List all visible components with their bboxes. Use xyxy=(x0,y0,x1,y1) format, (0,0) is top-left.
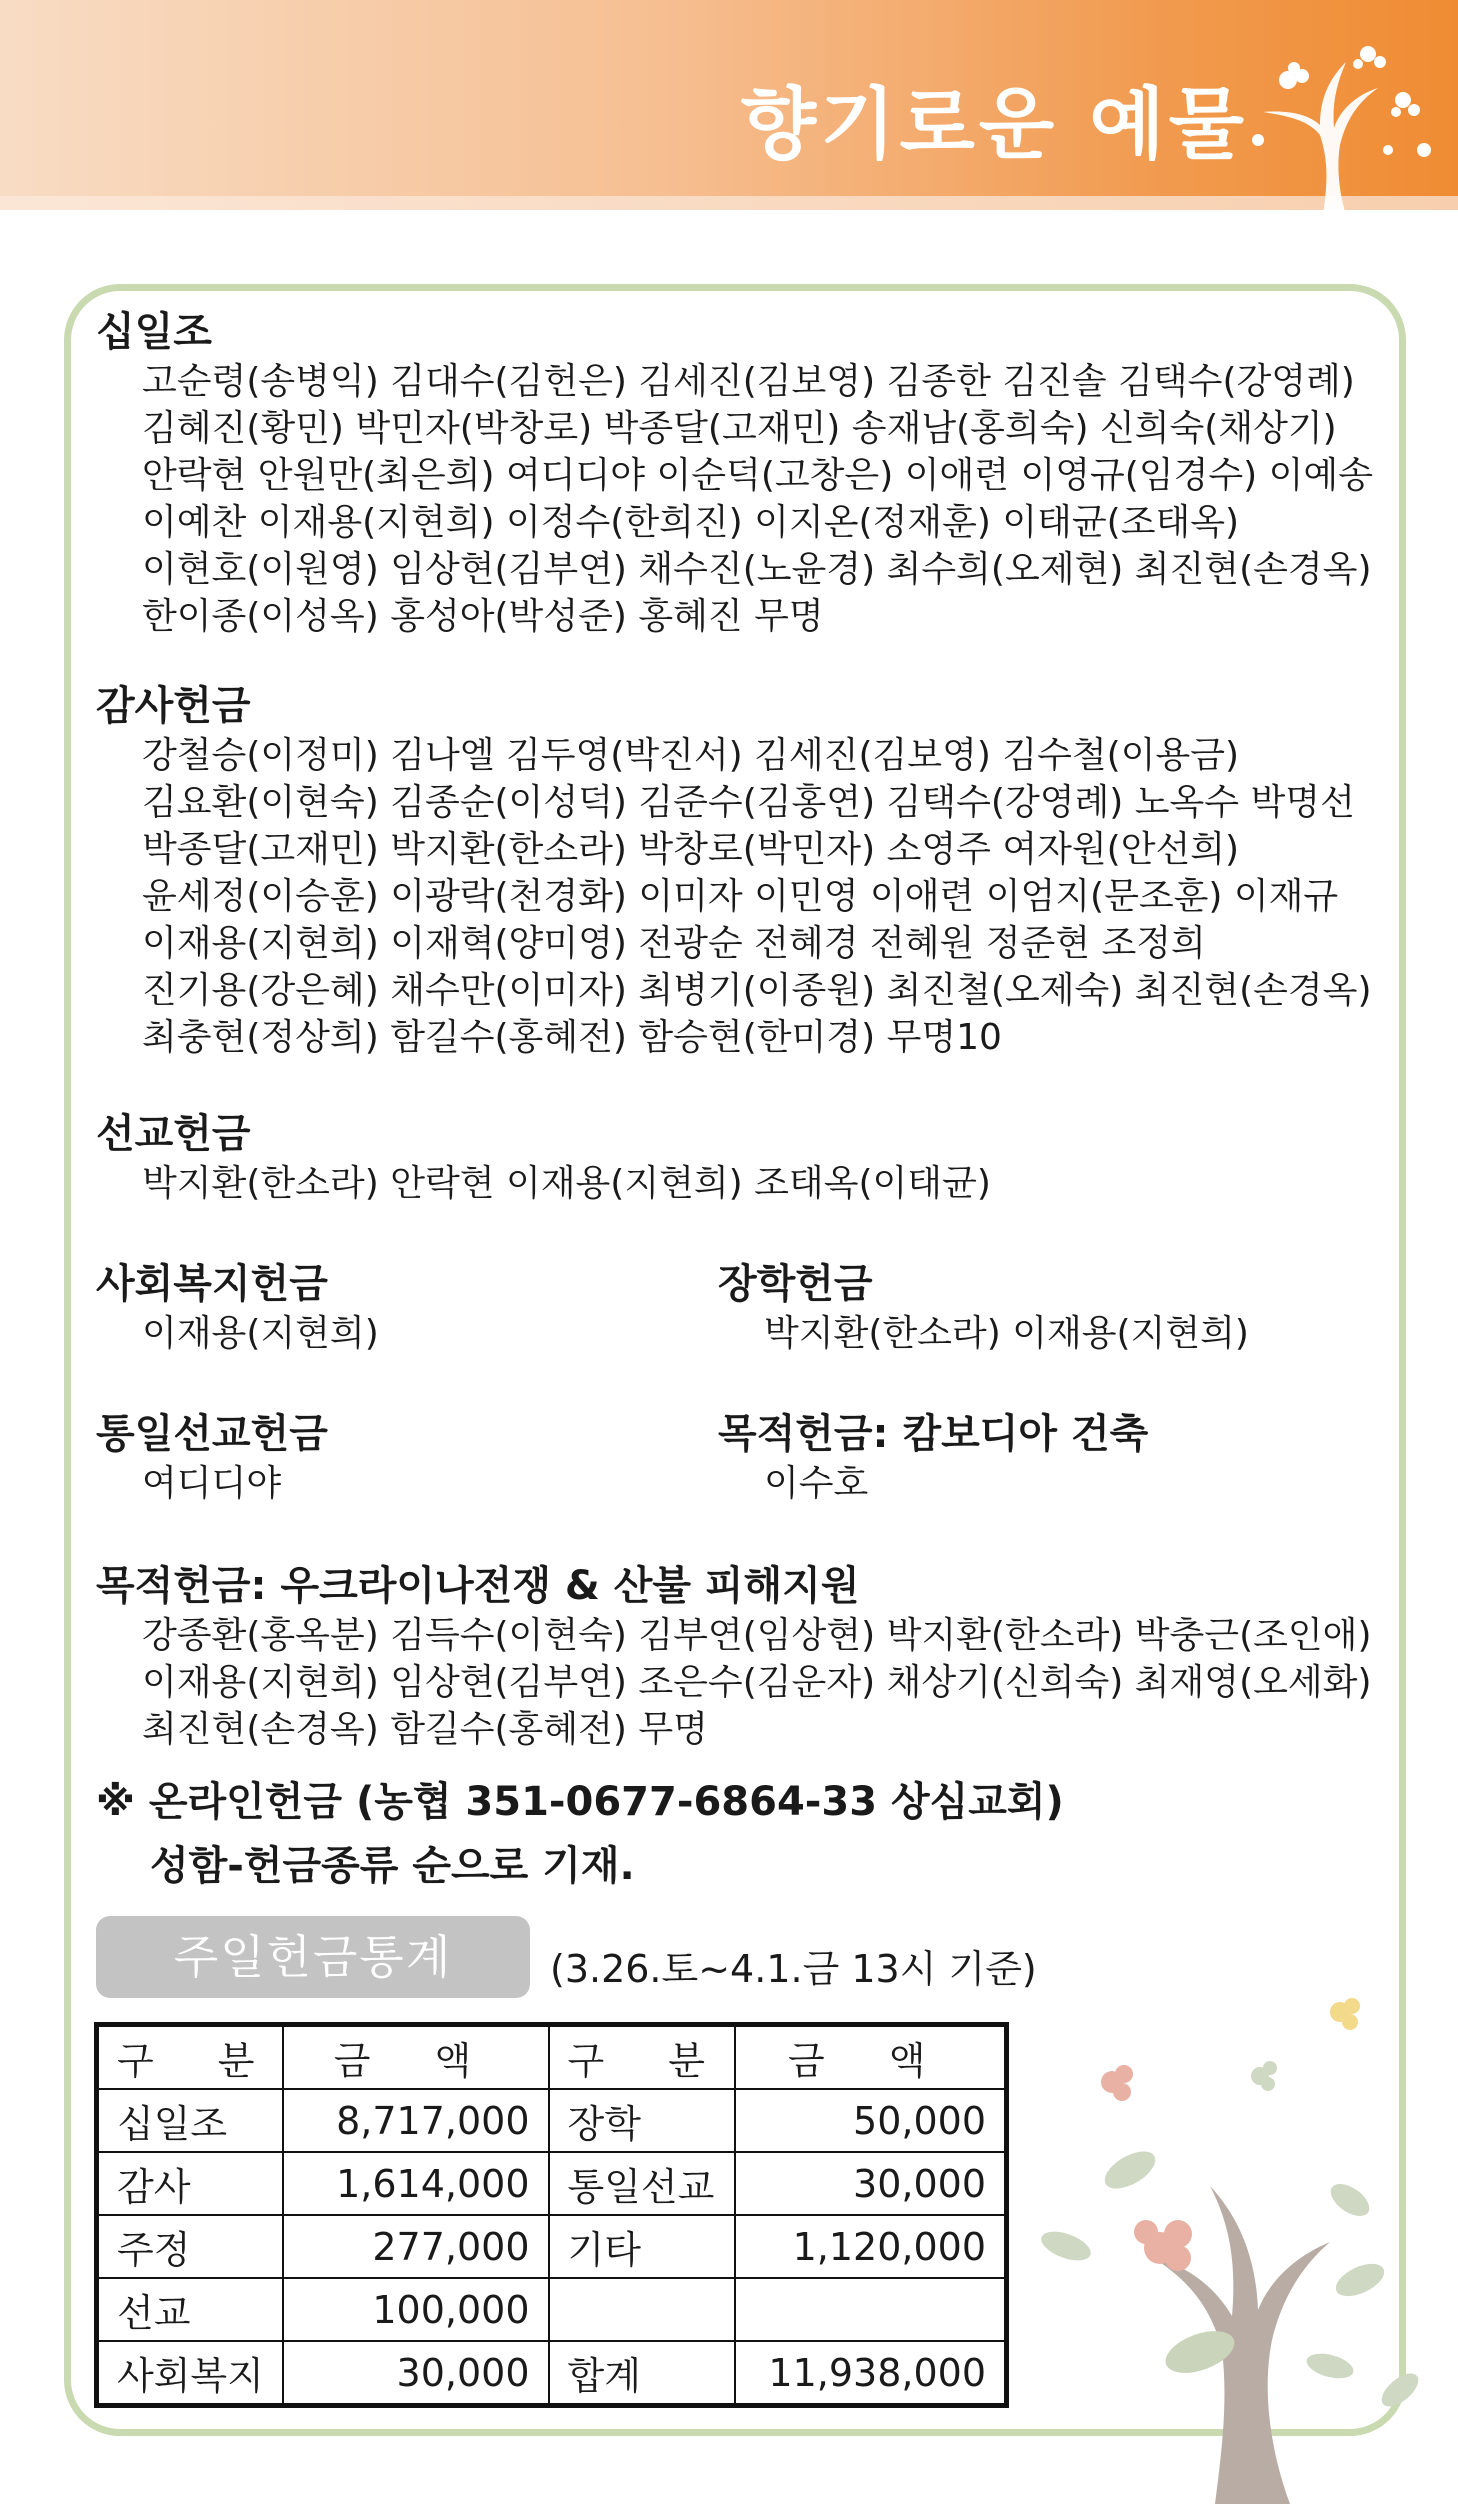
section-unification xyxy=(96,1408,328,1507)
name-line: 박지환(한소라) 이재용(지현희) xyxy=(764,1313,1249,1354)
section-welfare xyxy=(96,1258,379,1357)
section-title: 사회복지헌금 xyxy=(96,1261,328,1307)
name-line: 이수호 xyxy=(764,1463,869,1504)
section-title: 장학헌금 xyxy=(718,1261,873,1307)
stats-period: (3.26.토~4.1.금 13시 기준) xyxy=(550,1947,1037,1991)
tree-illustration xyxy=(1000,1980,1458,2504)
amount-cell xyxy=(735,2278,1007,2341)
table-header-row xyxy=(97,2025,1007,2090)
section-title: 감사헌금 xyxy=(96,683,251,729)
amount-cell: 277,000 xyxy=(283,2215,549,2278)
stats-badge: 주일헌금통계 xyxy=(96,1916,530,1998)
name-line: 최진현(손경옥) 함길수(홍혜전) 무명 xyxy=(142,1709,708,1750)
notice-line: ※ 온라인헌금 (농협 351-0677-6864-33 상심교회) xyxy=(96,1779,1064,1825)
flower-tree-icon xyxy=(1228,40,1438,215)
category-cell: 감사 xyxy=(97,2152,283,2215)
name-line: 강철승(이정미) 김나엘 김두영(박진서) 김세진(김보영) 김수철(이용금) xyxy=(142,735,1240,776)
table-row xyxy=(97,2152,1007,2215)
amount-cell: 30,000 xyxy=(735,2152,1007,2215)
category-cell xyxy=(549,2278,735,2341)
amount-cell: 50,000 xyxy=(735,2089,1007,2152)
name-line: 박지환(한소라) 안락현 이재용(지현희) 조태옥(이태균) xyxy=(142,1163,991,1204)
name-line: 강종환(홍옥분) 김득수(이현숙) 김부연(임상현) 박지환(한소라) 박충근(조인애) xyxy=(142,1615,1372,1656)
category-cell: 선교 xyxy=(97,2278,283,2341)
column-header: 금 액 xyxy=(735,2025,1007,2090)
category-cell: 사회복지 xyxy=(97,2341,283,2406)
table-row xyxy=(97,2278,1007,2341)
column-header: 금 액 xyxy=(283,2025,549,2090)
name-line: 김혜진(황민) 박민자(박창로) 박종달(고재민) 송재남(홍희숙) 신희숙(채상기) xyxy=(142,408,1337,449)
section-mission xyxy=(96,1108,991,1207)
amount-cell: 1,120,000 xyxy=(735,2215,1007,2278)
name-line: 박종달(고재민) 박지환(한소라) 박창로(박민자) 소영주 여자원(안선희) xyxy=(142,829,1240,870)
name-line: 최충현(정상희) 함길수(홍혜전) 함승현(한미경) 무명10 xyxy=(142,1017,1002,1058)
category-cell: 합계 xyxy=(549,2341,735,2406)
section-title: 통일선교헌금 xyxy=(96,1411,328,1457)
table-row xyxy=(97,2089,1007,2152)
name-line: 여디디야 xyxy=(142,1463,282,1504)
amount-cell: 11,938,000 xyxy=(735,2341,1007,2406)
column-header: 구 분 xyxy=(97,2025,283,2090)
name-line: 이예찬 이재용(지현희) 이정수(한희진) 이지온(정재훈) 이태균(조태옥) xyxy=(142,502,1240,543)
section-scholarship xyxy=(718,1258,1249,1357)
category-cell: 장학 xyxy=(549,2089,735,2152)
name-line: 이재용(지현희) xyxy=(142,1313,379,1354)
amount-cell: 30,000 xyxy=(283,2341,549,2406)
notice-line: 성함-헌금종류 순으로 기재. xyxy=(150,1843,635,1889)
category-cell: 주정 xyxy=(97,2215,283,2278)
column-header: 구 분 xyxy=(549,2025,735,2090)
offering-stats-table xyxy=(94,2022,1009,2408)
name-line: 이현호(이원영) 임상현(김부연) 채수진(노윤경) 최수희(오제현) 최진현(손경옥) xyxy=(142,549,1372,590)
section-thanks xyxy=(96,680,1372,1061)
amount-cell: 8,717,000 xyxy=(283,2089,549,2152)
online-offering-notice xyxy=(96,1770,1064,1898)
section-title: 목적헌금: 우크라이나전쟁 & 산불 피해지원 xyxy=(96,1563,860,1609)
section-title: 선교헌금 xyxy=(96,1111,251,1157)
name-line: 한이종(이성옥) 홍성아(박성준) 홍혜진 무명 xyxy=(142,596,824,637)
category-cell: 통일선교 xyxy=(549,2152,735,2215)
amount-cell: 100,000 xyxy=(283,2278,549,2341)
section-cambodia xyxy=(718,1408,1148,1507)
name-line: 이재용(지현희) 임상현(김부연) 조은수(김운자) 채상기(신희숙) 최재영(오세화) xyxy=(142,1662,1372,1703)
section-title: 십일조 xyxy=(96,309,212,355)
table-row xyxy=(97,2215,1007,2278)
category-cell: 십일조 xyxy=(97,2089,283,2152)
name-line: 안락현 안원만(최은희) 여디디야 이순덕(고창은) 이애련 이영규(임경수) 이예송 xyxy=(142,455,1373,496)
amount-cell: 1,614,000 xyxy=(283,2152,549,2215)
section-ukraine xyxy=(96,1560,1372,1753)
name-line: 윤세정(이승훈) 이광락(천경화) 이미자 이민영 이애련 이엄지(문조훈) 이재규 xyxy=(142,876,1339,917)
page-title: 향기로운 예물 xyxy=(740,80,1248,170)
section-title: 목적헌금: 캄보디아 건축 xyxy=(718,1411,1149,1457)
name-line: 이재용(지현희) 이재혁(양미영) 전광순 전혜경 전혜원 정준현 조정희 xyxy=(142,923,1206,964)
table-row xyxy=(97,2341,1007,2406)
name-line: 김요환(이현숙) 김종순(이성덕) 김준수(김홍연) 김택수(강영례) 노옥수 박명선 xyxy=(142,782,1355,823)
name-line: 고순령(송병익) 김대수(김헌은) 김세진(김보영) 김종한 김진솔 김택수(강영례) xyxy=(142,361,1355,402)
category-cell: 기타 xyxy=(549,2215,735,2278)
name-line: 진기용(강은혜) 채수만(이미자) 최병기(이종원) 최진철(오제숙) 최진현(손경옥) xyxy=(142,970,1372,1011)
section-tithe xyxy=(96,306,1373,640)
